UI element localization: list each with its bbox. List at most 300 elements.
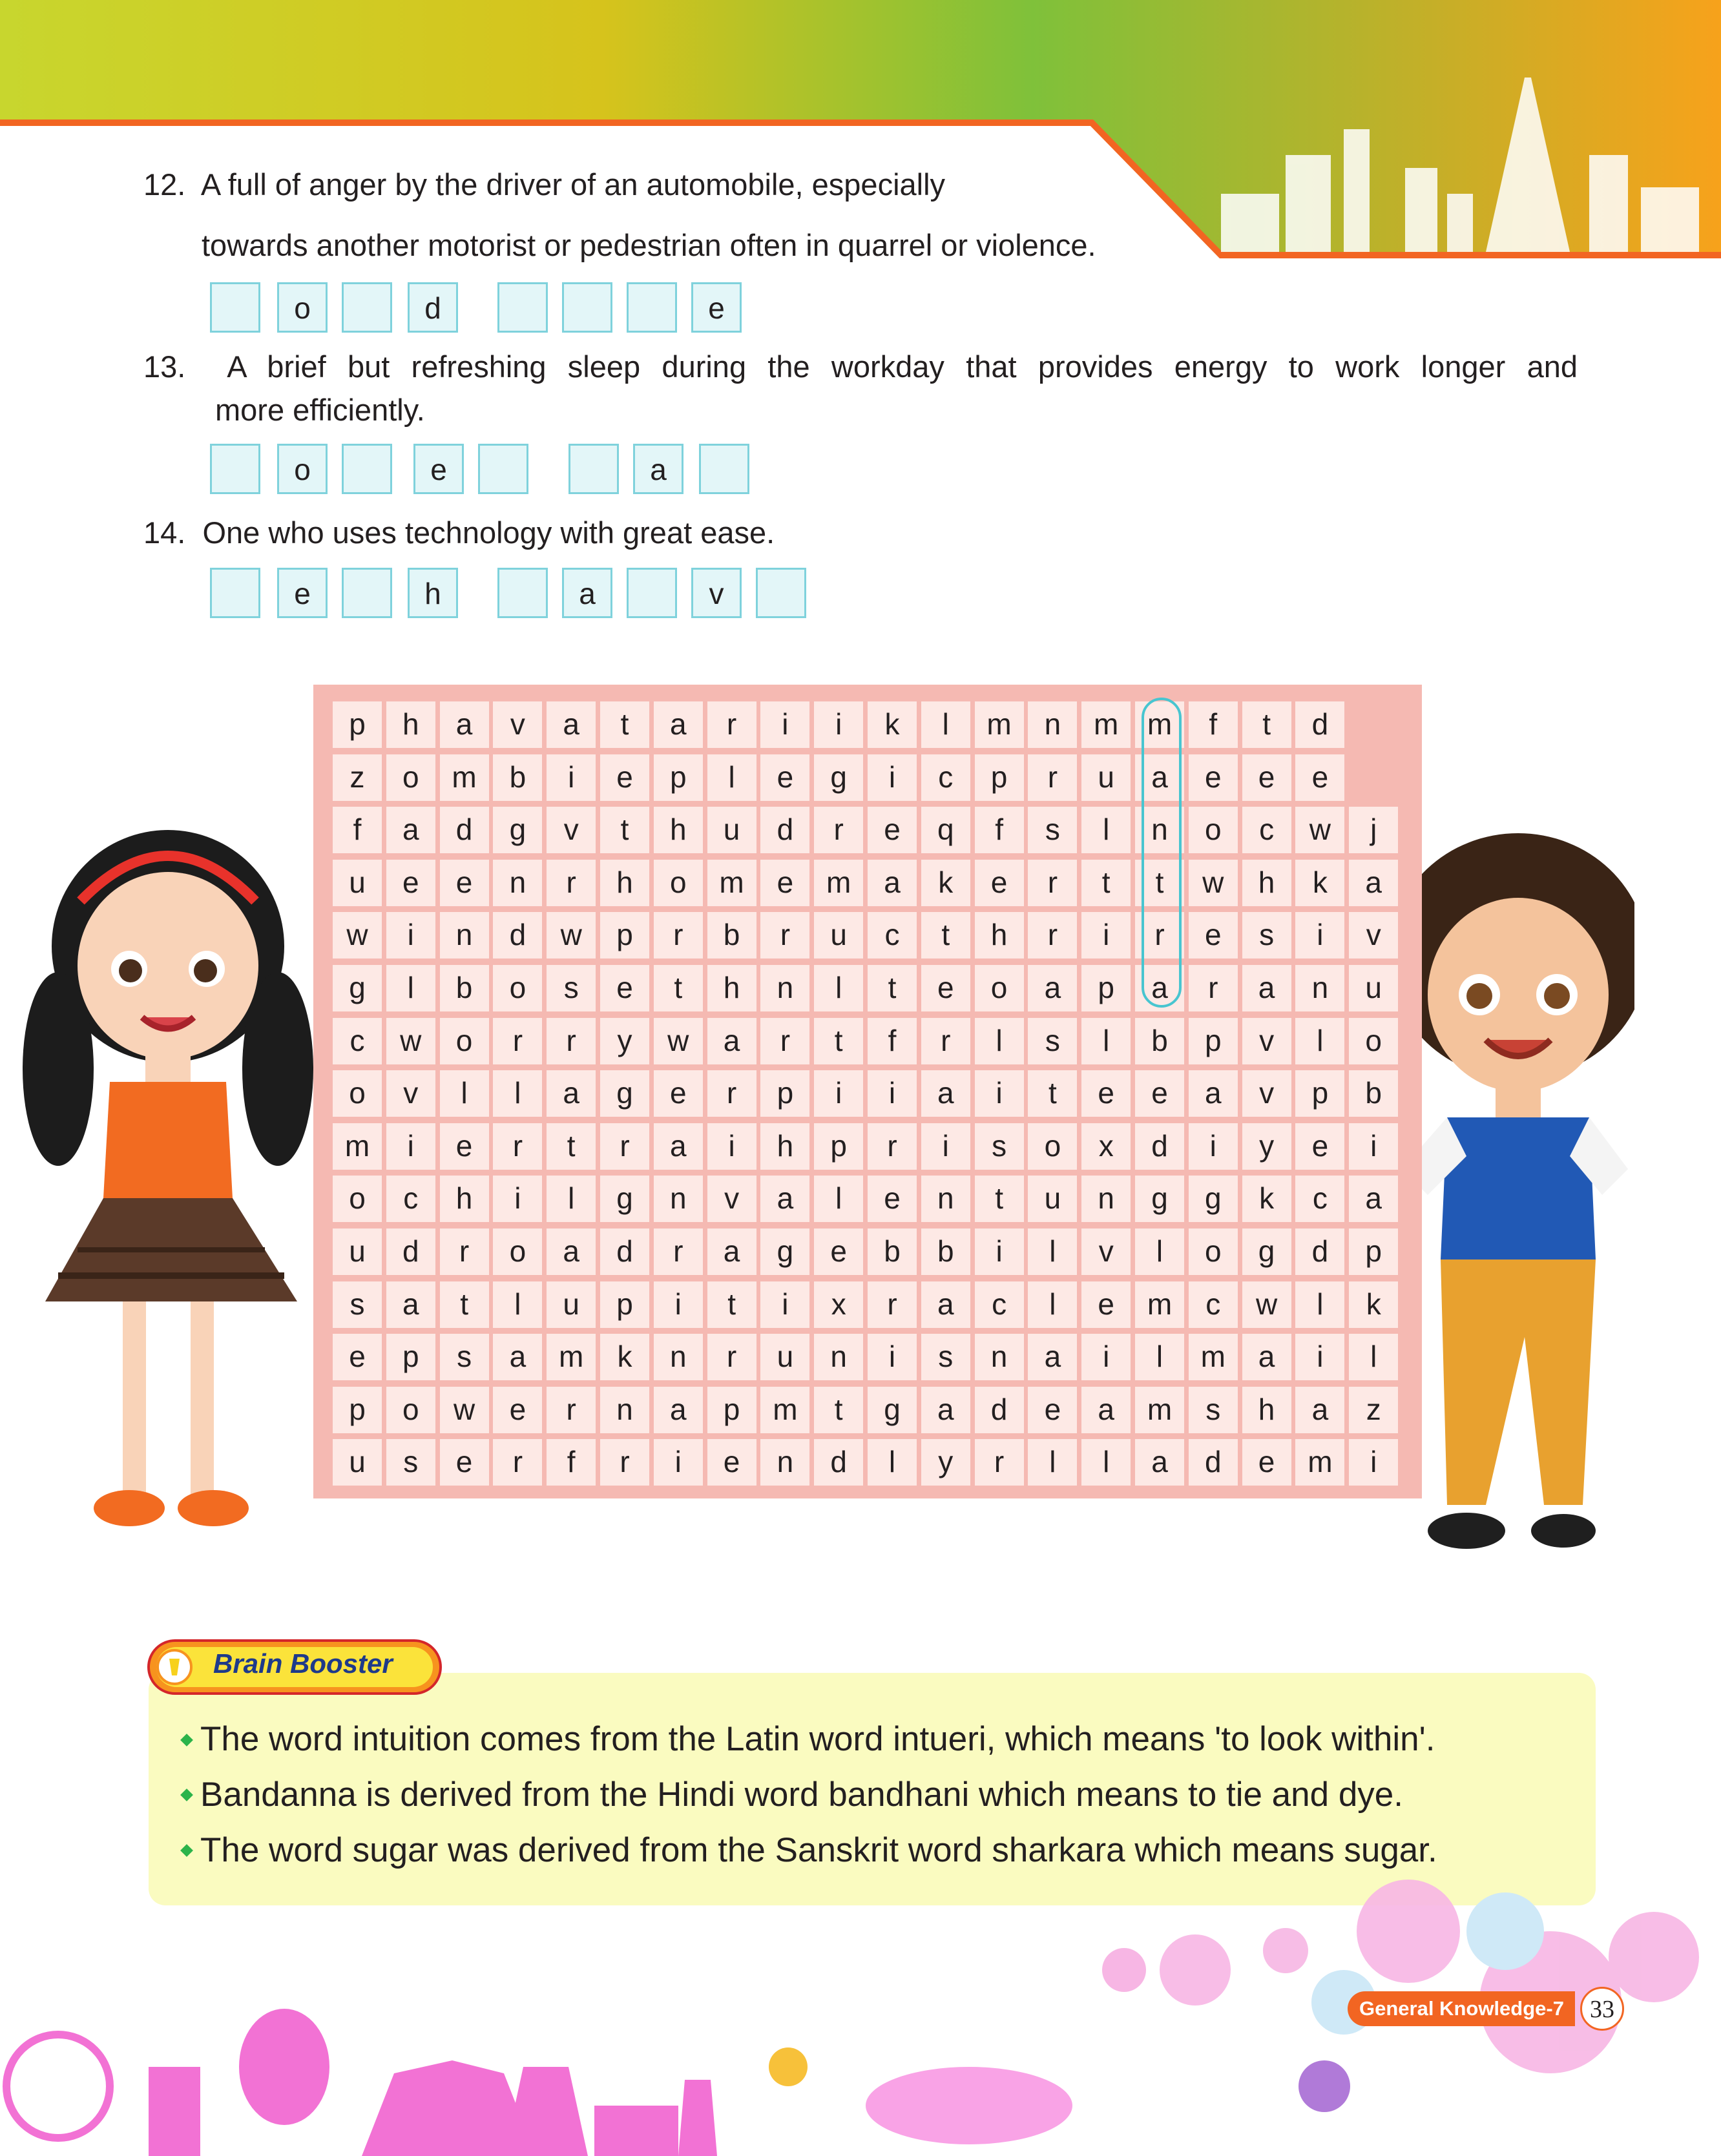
grid-cell[interactable]: r	[547, 860, 596, 906]
letter-box[interactable]	[210, 282, 260, 333]
grid-cell[interactable]: m	[1189, 1334, 1238, 1380]
grid-cell[interactable]: s	[1028, 807, 1077, 853]
grid-cell[interactable]: i	[1081, 1334, 1131, 1380]
grid-cell[interactable]: v	[707, 1176, 756, 1222]
grid-cell[interactable]: i	[921, 1123, 970, 1170]
grid-cell[interactable]: t	[654, 965, 703, 1011]
letter-box[interactable]: d	[408, 282, 458, 333]
grid-cell[interactable]: p	[333, 701, 382, 748]
grid-cell[interactable]: g	[600, 1070, 649, 1117]
grid-cell[interactable]: f	[1189, 701, 1238, 748]
grid-cell[interactable]: m	[707, 860, 756, 906]
grid-cell[interactable]: e	[921, 965, 970, 1011]
grid-cell[interactable]: z	[333, 754, 382, 801]
grid-cell[interactable]: o	[1028, 1123, 1077, 1170]
grid-cell[interactable]: i	[547, 754, 596, 801]
letter-box[interactable]	[699, 444, 749, 494]
grid-cell[interactable]: l	[386, 965, 435, 1011]
grid-cell[interactable]: s	[921, 1334, 970, 1380]
grid-cell[interactable]: h	[654, 807, 703, 853]
grid-cell[interactable]: p	[975, 754, 1024, 801]
grid-cell[interactable]: r	[814, 807, 863, 853]
grid-cell[interactable]: i	[386, 1123, 435, 1170]
grid-cell[interactable]: d	[760, 807, 809, 853]
grid-cell[interactable]: a	[921, 1387, 970, 1433]
grid-cell[interactable]: r	[921, 1018, 970, 1064]
grid-cell[interactable]: g	[493, 807, 542, 853]
grid-cell[interactable]: e	[707, 1439, 756, 1486]
grid-cell[interactable]: k	[921, 860, 970, 906]
grid-cell[interactable]: t	[1081, 860, 1131, 906]
grid-cell[interactable]: d	[493, 912, 542, 959]
grid-cell[interactable]: o	[333, 1070, 382, 1117]
grid-cell[interactable]: p	[1081, 965, 1131, 1011]
grid-cell[interactable]: a	[1349, 860, 1398, 906]
grid-cell[interactable]: v	[1349, 912, 1398, 959]
grid-cell[interactable]: q	[921, 807, 970, 853]
grid-cell[interactable]: d	[1295, 1228, 1344, 1275]
grid-cell[interactable]: u	[814, 912, 863, 959]
grid-cell[interactable]: t	[1028, 1070, 1077, 1117]
grid-cell[interactable]: w	[1295, 807, 1344, 853]
grid-cell[interactable]: c	[333, 1018, 382, 1064]
letter-box[interactable]: a	[562, 568, 612, 618]
grid-cell[interactable]: h	[600, 860, 649, 906]
grid-cell[interactable]: a	[921, 1070, 970, 1117]
grid-cell[interactable]: l	[493, 1070, 542, 1117]
grid-cell[interactable]: h	[760, 1123, 809, 1170]
grid-cell[interactable]: n	[493, 860, 542, 906]
grid-cell[interactable]: y	[921, 1439, 970, 1486]
grid-cell[interactable]: i	[868, 1334, 917, 1380]
grid-cell[interactable]: a	[654, 1387, 703, 1433]
grid-cell[interactable]: o	[333, 1176, 382, 1222]
grid-cell[interactable]: i	[975, 1228, 1024, 1275]
grid-cell[interactable]: t	[707, 1281, 756, 1328]
grid-cell[interactable]: n	[760, 965, 809, 1011]
letter-box[interactable]	[568, 444, 619, 494]
grid-cell[interactable]: o	[386, 754, 435, 801]
grid-cell[interactable]: s	[547, 965, 596, 1011]
grid-cell[interactable]: c	[1189, 1281, 1238, 1328]
letter-box[interactable]	[478, 444, 528, 494]
grid-cell[interactable]: p	[654, 754, 703, 801]
letter-box[interactable]: o	[277, 444, 328, 494]
grid-cell[interactable]: l	[707, 754, 756, 801]
grid-cell[interactable]: l	[547, 1176, 596, 1222]
grid-cell[interactable]: h	[440, 1176, 489, 1222]
grid-cell[interactable]: l	[1295, 1018, 1344, 1064]
grid-cell[interactable]: a	[1349, 1176, 1398, 1222]
grid-cell[interactable]: g	[1189, 1176, 1238, 1222]
grid-cell[interactable]: g	[814, 754, 863, 801]
grid-cell[interactable]: t	[814, 1387, 863, 1433]
grid-cell[interactable]: u	[707, 807, 756, 853]
grid-cell[interactable]: n	[1081, 1176, 1131, 1222]
letter-box[interactable]	[627, 282, 677, 333]
grid-cell[interactable]: g	[1135, 1176, 1184, 1222]
grid-cell[interactable]: e	[600, 965, 649, 1011]
grid-cell[interactable]: v	[493, 701, 542, 748]
grid-cell[interactable]: h	[1242, 860, 1291, 906]
grid-cell[interactable]: a	[1295, 1387, 1344, 1433]
grid-cell[interactable]: d	[1295, 701, 1344, 748]
grid-cell[interactable]: r	[1028, 754, 1077, 801]
grid-cell[interactable]: s	[386, 1439, 435, 1486]
grid-cell[interactable]: g	[760, 1228, 809, 1275]
grid-cell[interactable]: r	[493, 1018, 542, 1064]
grid-cell[interactable]: n	[975, 1334, 1024, 1380]
grid-cell[interactable]: u	[1028, 1176, 1077, 1222]
grid-cell[interactable]: n	[654, 1176, 703, 1222]
grid-cell[interactable]: h	[386, 701, 435, 748]
grid-cell[interactable]: m	[814, 860, 863, 906]
grid-cell[interactable]: l	[1081, 1018, 1131, 1064]
grid-cell[interactable]: k	[1349, 1281, 1398, 1328]
grid-cell[interactable]: j	[1349, 807, 1398, 853]
grid-cell[interactable]: i	[1295, 912, 1344, 959]
grid-cell[interactable]: i	[1081, 912, 1131, 959]
grid-cell[interactable]: y	[1242, 1123, 1291, 1170]
grid-cell[interactable]: m	[1081, 701, 1131, 748]
grid-cell[interactable]: n	[654, 1334, 703, 1380]
grid-cell[interactable]: o	[440, 1018, 489, 1064]
grid-cell[interactable]: l	[1295, 1281, 1344, 1328]
grid-cell[interactable]: i	[707, 1123, 756, 1170]
grid-cell[interactable]: r	[760, 912, 809, 959]
grid-cell[interactable]: g	[333, 965, 382, 1011]
letter-box[interactable]: e	[277, 568, 328, 618]
grid-cell[interactable]: d	[1189, 1439, 1238, 1486]
grid-cell[interactable]: a	[386, 807, 435, 853]
grid-cell[interactable]: t	[600, 807, 649, 853]
grid-cell[interactable]: e	[1242, 1439, 1291, 1486]
grid-cell[interactable]: z	[1349, 1387, 1398, 1433]
grid-cell[interactable]: t	[921, 912, 970, 959]
grid-cell[interactable]: l	[975, 1018, 1024, 1064]
grid-cell[interactable]: m	[1295, 1439, 1344, 1486]
grid-cell[interactable]: d	[814, 1439, 863, 1486]
grid-cell[interactable]: r	[707, 1070, 756, 1117]
grid-cell[interactable]: r	[1189, 965, 1238, 1011]
grid-cell[interactable]: i	[975, 1070, 1024, 1117]
grid-cell[interactable]: d	[600, 1228, 649, 1275]
grid-cell[interactable]: p	[386, 1334, 435, 1380]
grid-cell[interactable]: a	[654, 701, 703, 748]
grid-cell[interactable]: a	[760, 1176, 809, 1222]
grid-cell[interactable]: u	[1081, 754, 1131, 801]
grid-cell[interactable]: a	[1028, 965, 1077, 1011]
grid-cell[interactable]: i	[868, 754, 917, 801]
grid-cell[interactable]: k	[868, 701, 917, 748]
grid-cell[interactable]: a	[1135, 754, 1184, 801]
grid-cell[interactable]: a	[493, 1334, 542, 1380]
grid-cell[interactable]: p	[760, 1070, 809, 1117]
grid-cell[interactable]: n	[600, 1387, 649, 1433]
grid-cell[interactable]: o	[493, 1228, 542, 1275]
grid-cell[interactable]: u	[760, 1334, 809, 1380]
grid-cell[interactable]: u	[1349, 965, 1398, 1011]
grid-cell[interactable]: e	[1242, 754, 1291, 801]
grid-cell[interactable]: c	[975, 1281, 1024, 1328]
grid-cell[interactable]: u	[333, 1439, 382, 1486]
grid-cell[interactable]: h	[975, 912, 1024, 959]
grid-cell[interactable]: r	[707, 701, 756, 748]
grid-cell[interactable]: a	[654, 1123, 703, 1170]
grid-cell[interactable]: e	[814, 1228, 863, 1275]
grid-cell[interactable]: g	[600, 1176, 649, 1222]
grid-cell[interactable]: h	[1242, 1387, 1291, 1433]
grid-cell[interactable]: o	[1349, 1018, 1398, 1064]
grid-cell[interactable]: m	[440, 754, 489, 801]
grid-cell[interactable]: n	[1295, 965, 1344, 1011]
grid-cell[interactable]: o	[1189, 1228, 1238, 1275]
grid-cell[interactable]: n	[1135, 807, 1184, 853]
grid-cell[interactable]: v	[1242, 1070, 1291, 1117]
grid-cell[interactable]: y	[600, 1018, 649, 1064]
grid-cell[interactable]: m	[333, 1123, 382, 1170]
grid-cell[interactable]: e	[440, 860, 489, 906]
grid-cell[interactable]: l	[868, 1439, 917, 1486]
grid-cell[interactable]: a	[1242, 965, 1291, 1011]
grid-cell[interactable]: d	[440, 807, 489, 853]
letter-box[interactable]	[497, 282, 548, 333]
grid-cell[interactable]: e	[1081, 1281, 1131, 1328]
grid-cell[interactable]: n	[814, 1334, 863, 1380]
letter-box[interactable]: v	[691, 568, 742, 618]
grid-cell[interactable]: a	[707, 1228, 756, 1275]
grid-cell[interactable]: w	[386, 1018, 435, 1064]
grid-cell[interactable]: e	[600, 754, 649, 801]
grid-cell[interactable]: e	[1295, 1123, 1344, 1170]
grid-cell[interactable]: a	[707, 1018, 756, 1064]
grid-cell[interactable]: l	[1135, 1228, 1184, 1275]
grid-cell[interactable]: p	[600, 912, 649, 959]
grid-cell[interactable]: e	[1189, 754, 1238, 801]
grid-cell[interactable]: o	[493, 965, 542, 1011]
letter-box[interactable]: h	[408, 568, 458, 618]
grid-cell[interactable]: a	[1135, 965, 1184, 1011]
grid-cell[interactable]: n	[921, 1176, 970, 1222]
grid-cell[interactable]: i	[1349, 1439, 1398, 1486]
grid-cell[interactable]: u	[333, 860, 382, 906]
grid-cell[interactable]: s	[1189, 1387, 1238, 1433]
letter-box[interactable]	[342, 568, 392, 618]
grid-cell[interactable]: e	[868, 1176, 917, 1222]
grid-cell[interactable]: i	[386, 912, 435, 959]
grid-cell[interactable]: h	[707, 965, 756, 1011]
grid-cell[interactable]: i	[1295, 1334, 1344, 1380]
grid-cell[interactable]: l	[921, 701, 970, 748]
grid-cell[interactable]: d	[975, 1387, 1024, 1433]
grid-cell[interactable]: b	[1349, 1070, 1398, 1117]
grid-cell[interactable]: m	[1135, 1387, 1184, 1433]
grid-cell[interactable]: e	[760, 860, 809, 906]
grid-cell[interactable]: e	[975, 860, 1024, 906]
grid-cell[interactable]: s	[1028, 1018, 1077, 1064]
grid-cell[interactable]: a	[1028, 1334, 1077, 1380]
grid-cell[interactable]: r	[868, 1281, 917, 1328]
grid-cell[interactable]: a	[547, 1070, 596, 1117]
grid-cell[interactable]: i	[868, 1070, 917, 1117]
grid-cell[interactable]: w	[547, 912, 596, 959]
grid-cell[interactable]: u	[547, 1281, 596, 1328]
grid-cell[interactable]: t	[547, 1123, 596, 1170]
grid-cell[interactable]: g	[1242, 1228, 1291, 1275]
grid-cell[interactable]: e	[440, 1123, 489, 1170]
grid-cell[interactable]: r	[654, 1228, 703, 1275]
grid-cell[interactable]: i	[1189, 1123, 1238, 1170]
grid-cell[interactable]: c	[921, 754, 970, 801]
grid-cell[interactable]: l	[1081, 1439, 1131, 1486]
grid-cell[interactable]: i	[760, 701, 809, 748]
grid-cell[interactable]: s	[1242, 912, 1291, 959]
grid-cell[interactable]: s	[440, 1334, 489, 1380]
grid-cell[interactable]: l	[1028, 1228, 1077, 1275]
grid-cell[interactable]: l	[814, 965, 863, 1011]
grid-cell[interactable]: s	[333, 1281, 382, 1328]
grid-cell[interactable]: w	[654, 1018, 703, 1064]
grid-cell[interactable]: r	[493, 1439, 542, 1486]
grid-cell[interactable]: n	[440, 912, 489, 959]
grid-cell[interactable]: e	[1295, 754, 1344, 801]
grid-cell[interactable]: r	[600, 1123, 649, 1170]
grid-cell[interactable]: x	[1081, 1123, 1131, 1170]
grid-cell[interactable]: a	[440, 701, 489, 748]
grid-cell[interactable]: m	[760, 1387, 809, 1433]
grid-cell[interactable]: f	[868, 1018, 917, 1064]
grid-cell[interactable]: p	[600, 1281, 649, 1328]
letter-box[interactable]	[342, 282, 392, 333]
grid-cell[interactable]: m	[547, 1334, 596, 1380]
grid-cell[interactable]: e	[1135, 1070, 1184, 1117]
grid-cell[interactable]: a	[1135, 1439, 1184, 1486]
grid-cell[interactable]: p	[1295, 1070, 1344, 1117]
grid-cell[interactable]: p	[1349, 1228, 1398, 1275]
grid-cell[interactable]: v	[386, 1070, 435, 1117]
grid-cell[interactable]: e	[760, 754, 809, 801]
grid-cell[interactable]: n	[760, 1439, 809, 1486]
grid-cell[interactable]: r	[975, 1439, 1024, 1486]
grid-cell[interactable]: b	[868, 1228, 917, 1275]
grid-cell[interactable]: r	[760, 1018, 809, 1064]
grid-cell[interactable]: i	[760, 1281, 809, 1328]
grid-cell[interactable]: r	[547, 1018, 596, 1064]
grid-cell[interactable]: p	[333, 1387, 382, 1433]
grid-cell[interactable]: a	[1242, 1334, 1291, 1380]
grid-cell[interactable]: e	[440, 1439, 489, 1486]
grid-cell[interactable]: t	[600, 701, 649, 748]
grid-cell[interactable]: e	[493, 1387, 542, 1433]
grid-cell[interactable]: r	[547, 1387, 596, 1433]
grid-cell[interactable]: p	[1189, 1018, 1238, 1064]
grid-cell[interactable]: l	[440, 1070, 489, 1117]
grid-cell[interactable]: i	[814, 701, 863, 748]
grid-cell[interactable]: c	[1242, 807, 1291, 853]
letter-box[interactable]: o	[277, 282, 328, 333]
letter-box[interactable]	[342, 444, 392, 494]
grid-cell[interactable]: a	[921, 1281, 970, 1328]
grid-cell[interactable]: t	[814, 1018, 863, 1064]
grid-cell[interactable]: l	[1028, 1439, 1077, 1486]
grid-cell[interactable]: e	[654, 1070, 703, 1117]
grid-cell[interactable]: r	[493, 1123, 542, 1170]
grid-cell[interactable]: r	[440, 1228, 489, 1275]
grid-cell[interactable]: m	[975, 701, 1024, 748]
grid-cell[interactable]: v	[547, 807, 596, 853]
grid-cell[interactable]: b	[921, 1228, 970, 1275]
grid-cell[interactable]: e	[1028, 1387, 1077, 1433]
grid-cell[interactable]: w	[1189, 860, 1238, 906]
grid-cell[interactable]: t	[440, 1281, 489, 1328]
grid-cell[interactable]: v	[1242, 1018, 1291, 1064]
grid-cell[interactable]: m	[1135, 701, 1184, 748]
letter-box[interactable]	[756, 568, 806, 618]
grid-cell[interactable]: o	[975, 965, 1024, 1011]
grid-cell[interactable]: c	[386, 1176, 435, 1222]
grid-cell[interactable]: l	[1081, 807, 1131, 853]
letter-box[interactable]	[210, 444, 260, 494]
grid-cell[interactable]: t	[868, 965, 917, 1011]
grid-cell[interactable]: l	[493, 1281, 542, 1328]
grid-cell[interactable]: k	[1242, 1176, 1291, 1222]
grid-cell[interactable]: a	[547, 1228, 596, 1275]
grid-cell[interactable]: b	[440, 965, 489, 1011]
grid-cell[interactable]: e	[333, 1334, 382, 1380]
grid-cell[interactable]: o	[386, 1387, 435, 1433]
grid-cell[interactable]: c	[868, 912, 917, 959]
grid-cell[interactable]: t	[975, 1176, 1024, 1222]
grid-cell[interactable]: w	[440, 1387, 489, 1433]
letter-box[interactable]	[562, 282, 612, 333]
grid-cell[interactable]: r	[1028, 860, 1077, 906]
letter-box[interactable]	[627, 568, 677, 618]
grid-cell[interactable]: n	[1028, 701, 1077, 748]
grid-cell[interactable]: u	[333, 1228, 382, 1275]
letter-box[interactable]	[210, 568, 260, 618]
grid-cell[interactable]: b	[707, 912, 756, 959]
grid-cell[interactable]: f	[975, 807, 1024, 853]
grid-cell[interactable]: s	[975, 1123, 1024, 1170]
grid-cell[interactable]: l	[814, 1176, 863, 1222]
grid-cell[interactable]: c	[1295, 1176, 1344, 1222]
grid-cell[interactable]: r	[1135, 912, 1184, 959]
grid-cell[interactable]: r	[707, 1334, 756, 1380]
grid-cell[interactable]: r	[1028, 912, 1077, 959]
grid-cell[interactable]: e	[386, 860, 435, 906]
grid-cell[interactable]: g	[868, 1387, 917, 1433]
grid-cell[interactable]: m	[1135, 1281, 1184, 1328]
letter-box[interactable]: e	[413, 444, 464, 494]
grid-cell[interactable]: e	[1189, 912, 1238, 959]
grid-cell[interactable]: r	[868, 1123, 917, 1170]
letter-box[interactable]: e	[691, 282, 742, 333]
grid-cell[interactable]: l	[1135, 1334, 1184, 1380]
grid-cell[interactable]: b	[1135, 1018, 1184, 1064]
grid-cell[interactable]: e	[868, 807, 917, 853]
grid-cell[interactable]: i	[654, 1439, 703, 1486]
grid-cell[interactable]: k	[1295, 860, 1344, 906]
grid-cell[interactable]: f	[547, 1439, 596, 1486]
grid-cell[interactable]: k	[600, 1334, 649, 1380]
grid-cell[interactable]: w	[333, 912, 382, 959]
grid-cell[interactable]: a	[547, 701, 596, 748]
grid-cell[interactable]: o	[654, 860, 703, 906]
grid-cell[interactable]: i	[814, 1070, 863, 1117]
grid-cell[interactable]: d	[386, 1228, 435, 1275]
grid-cell[interactable]: p	[707, 1387, 756, 1433]
grid-cell[interactable]: r	[600, 1439, 649, 1486]
